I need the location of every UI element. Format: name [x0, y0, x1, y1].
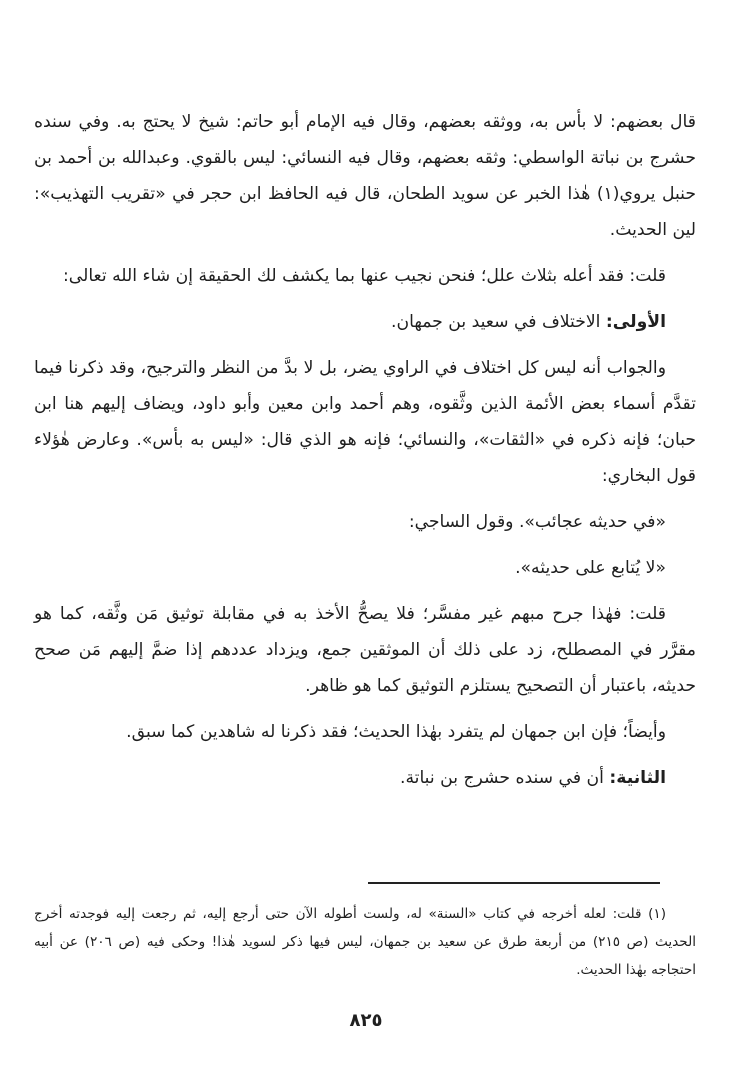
second-defect-label: الثانية:: [609, 768, 666, 788]
footnote-separator: [368, 882, 660, 884]
footnote-text: (١) قلت: لعله أخرجه في كتاب «السنة» له، ولست أطوله الآن حتى أرجع إليه، ثم رجعت إليه فوجدته أخرج الحديث (ص ٢١٥) من أربعة طرق عن سعيد بن جمهان، ليس فيها ذكر لسويد هٰذا! وحكى فيه (ص ٢٠٦) عن أبيه احتجاجه بهٰذا الحديث.: [34, 906, 696, 978]
paragraph-narrators: قال بعضهم: لا بأس به، ووثقه بعضهم، وقال فيه الإمام أبو حاتم: شيخ لا يحتج به. وفي سنده حشرج بن نباتة الواسطي: وثقه بعضهم، وقال فيه النسائي: ليس بالقوي. وعبدالله بن أحمد بن حنبل يروي(١) هٰذا الخبر عن سويد الطحان، قال فيه الحافظ ابن حجر في «تقريب التهذيب»: لين الحديث.: [34, 112, 696, 240]
page-number: ٨٢٥: [349, 1010, 383, 1031]
first-defect-text: الاختلاف في سعيد بن جمهان.: [391, 312, 601, 332]
paragraph-unexplained-criticism: قلت: فهٰذا جرح مبهم غير مفسَّر؛ فلا يصحُّ الأخذ به في مقابلة توثيق مَن وثَّقه، كما هو مقرَّر في المصطلح، زد على ذلك أن الموثقين جمع، ويزداد عددهم إذا ضمَّ إليهم مَن صحح حديثه، باعتبار أن التصحيح يستلزم التوثيق كما هو ظاهر.: [34, 604, 696, 696]
footnote: [34, 900, 696, 984]
main-text: [34, 104, 696, 806]
paragraph-bukhari-quote: «في حديثه عجائب». وقول الساجي:: [408, 512, 666, 532]
second-defect-text: أن في سنده حشرج بن نباتة.: [399, 768, 604, 788]
paragraph-second-defect: [34, 760, 696, 796]
paragraph-answer: والجواب أنه ليس كل اختلاف في الراوي يضر، بل لا بدَّ من النظر والترجيح، وقد ذكرنا فيما تقدَّم أسماء بعض الأئمة الذين وثَّقوه، وهم أحمد وابن معين وأبو داود، ويضاف إليهم هنا ابن حبان؛ فإنه ذكره في «الثقات»، والنسائي؛ فإنه هو الذي قال: «ليس به بأس». وعارض هٰؤلاء قول البخاري:: [34, 358, 696, 486]
paragraph-three-defects: قلت: فقد أعله بثلاث علل؛ فنحن نجيب عنها بما يكشف لك الحقيقة إن شاء الله تعالى:: [62, 266, 666, 286]
paragraph-first-defect: [34, 304, 696, 340]
first-defect-label: الأولى:: [605, 312, 666, 332]
paragraph-corroboration: وأيضاً؛ فإن ابن جمهان لم يتفرد بهٰذا الحديث؛ فقد ذكرنا له شاهدين كما سبق.: [126, 722, 666, 742]
paragraph-saji-quote: «لا يُتابع على حديثه».: [515, 558, 666, 578]
